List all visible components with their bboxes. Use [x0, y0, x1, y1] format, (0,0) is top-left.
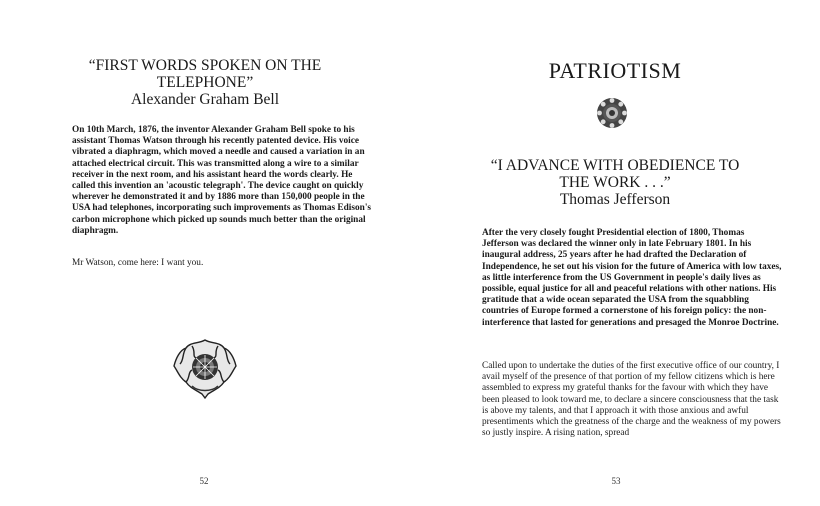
section-heading: PATRIOTISM: [548, 58, 682, 83]
left-quote-paragraph: Mr Watson, come here: I want you.: [72, 258, 204, 268]
right-author: Thomas Jefferson: [559, 191, 671, 208]
left-page-number: 52: [199, 476, 209, 486]
left-title-line2: TELEPHONE”: [156, 74, 254, 91]
right-page: [410, 0, 820, 506]
right-intro-paragraph: After the very closely fought Presidential election of 1800, Thomas Jefferson was declared the winner only in late February 1801. In his inaugural address, 25 years after he had drafted the Declaration of Independence, he set out his vision for the future of America with low taxes, as little interference from the US Government in people's daily lives as possible, equal justice for all and peaceful relations with other nations. His gratitude that a wide ocean separated the USA from the squabbling countries of Europe formed a cornerstone of his foreign policy: the non-interference that lasted for generations and presaged the Monroe Doctrine.: [482, 228, 782, 328]
right-quote-paragraph: Called upon to undertake the duties of the first executive office of our country, I avail myself of the presence of that portion of my fellow citizens which is here assembled to express my grateful thanks for the favour with which they have been pleased to look toward me, to declare a sincere consciousness that the task is above my talents, and that I approach it with those anxious and awful presentiments which the greatness of the charge and the weakness of my powers so justly inspire. A rising nation, spread: [482, 361, 781, 439]
left-title: [40, 57, 370, 108]
baroque-cartouche-ornament-icon: [172, 338, 238, 400]
right-title-line1: “I ADVANCE WITH OBEDIENCE TO: [490, 157, 740, 174]
left-author: Alexander Graham Bell: [130, 91, 280, 108]
rosette-ornament-icon: [596, 97, 628, 129]
right-page-number: 53: [611, 476, 621, 486]
left-title-line1: “FIRST WORDS SPOKEN ON THE: [88, 57, 322, 74]
left-intro-paragraph: On 10th March, 1876, the inventor Alexander Graham Bell spoke to his assistant Thomas Watson through his recently patented device. His voice vibrated a diaphragm, which moved a needle and caused a variation in an attached electrical circuit. This was transmitted along a wire to a similar receiver in the next room, and his assistant heard the words clearly. He called this invention an 'acoustic telegraph'. The device caught on quickly wherever he demonstrated it and by 1886 more than 150,000 people in the USA had telephones, incorporating such improvements as Thomas Edison's carbon microphone which picked up sounds much better than the original diaphragm.: [72, 125, 372, 236]
right-title-line2: THE WORK . . .”: [559, 174, 671, 191]
right-title: [450, 157, 780, 208]
